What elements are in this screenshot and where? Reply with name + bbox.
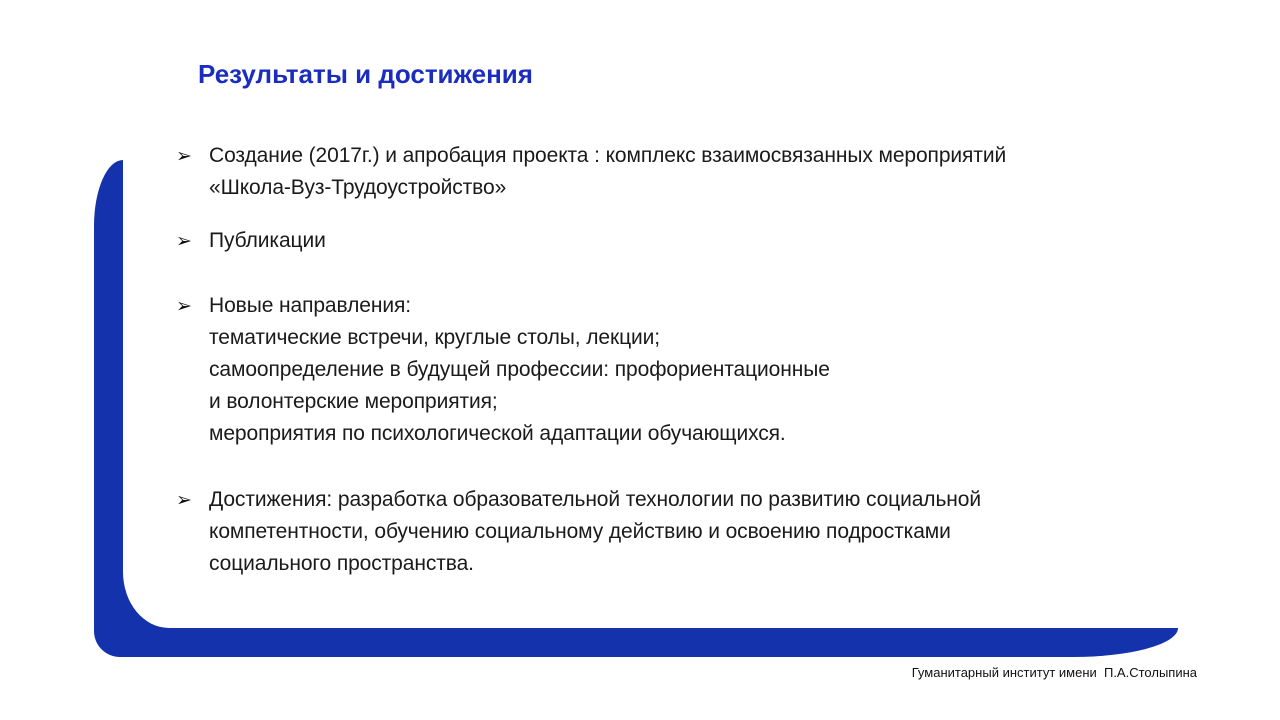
bullet-line: Новые направления: bbox=[209, 294, 411, 317]
bullet-item bbox=[176, 140, 1176, 204]
bullet-text bbox=[209, 290, 1176, 450]
bullet-text bbox=[209, 140, 1176, 204]
bullet-line: самоопределение в будущей профессии: профориентационные bbox=[209, 358, 830, 381]
bullet-item bbox=[176, 225, 1176, 257]
bullet-line: Создание (2017г.) и апробация проекта : комплекс взаимосвязанных мероприятий bbox=[209, 144, 1007, 167]
bullet-line: и волонтерские мероприятия; bbox=[209, 390, 498, 413]
bullet-text bbox=[209, 225, 1176, 257]
arrow-bullet-icon: ➢ bbox=[176, 489, 192, 511]
bullet-line: Достижения: разработка образовательной технологии по развитию социальной bbox=[209, 488, 982, 511]
arrow-bullet-icon: ➢ bbox=[176, 230, 192, 252]
slide-title: Результаты и достижения bbox=[198, 59, 533, 89]
arrow-bullet-icon: ➢ bbox=[176, 295, 192, 317]
bullet-item bbox=[176, 290, 1176, 450]
bullet-line: тематические встречи, круглые столы, лекции; bbox=[209, 326, 661, 349]
arrow-bullet-icon: ➢ bbox=[176, 145, 192, 167]
bullet-text bbox=[209, 484, 1176, 580]
bullet-list bbox=[176, 140, 1176, 580]
footer-institution: Гуманитарный институт имени П.А.Столыпина bbox=[911, 665, 1197, 680]
bullet-item bbox=[176, 484, 1176, 580]
bullet-line: «Школа-Вуз-Трудоустройство» bbox=[209, 176, 507, 199]
bullet-line: компетентности, обучению социальному действию и освоению подростками bbox=[209, 520, 951, 543]
bullet-line: Публикации bbox=[209, 229, 326, 252]
bullet-line: социального пространства. bbox=[209, 552, 474, 575]
bullet-line: мероприятия по психологической адаптации обучающихся. bbox=[209, 422, 786, 445]
